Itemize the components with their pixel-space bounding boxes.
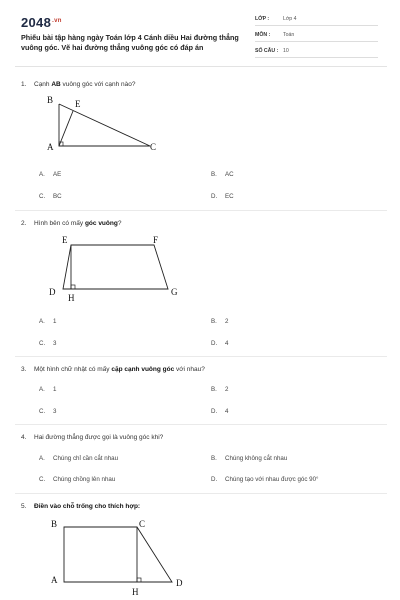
- label-D: D: [49, 287, 56, 297]
- q4-option-b[interactable]: B. Chúng không cắt nhau: [211, 455, 288, 462]
- label-A: A: [51, 575, 58, 585]
- q4-option-a[interactable]: A. Chúng chỉ cần cắt nhau: [39, 455, 119, 462]
- label-D: D: [176, 578, 183, 588]
- q3-option-a[interactable]: A. 1: [39, 386, 57, 393]
- q3-option-d[interactable]: D. 4: [211, 408, 229, 415]
- meta-key: SỐ CÂU :: [255, 48, 279, 54]
- question-text: Một hình chữ nhật có mấy cặp cạnh vuông góc với nhau?: [34, 366, 205, 373]
- q1-option-a[interactable]: A. AE: [39, 171, 62, 178]
- question-number: 3.: [21, 366, 27, 373]
- label-B: B: [47, 95, 54, 105]
- label-H: H: [132, 587, 139, 597]
- q3-option-c[interactable]: C. 3: [39, 408, 57, 415]
- meta-key: LỚP :: [255, 16, 270, 22]
- q4-option-c[interactable]: C. Chúng chồng lên nhau: [39, 476, 116, 483]
- logo-suffix: .vn: [52, 17, 62, 24]
- question-text: Hai đường thẳng được gọi là vuông góc khi?: [34, 434, 164, 441]
- question-text: Cạnh AB vuông góc với cạnh nào?: [34, 81, 136, 88]
- meta-value: 10: [283, 48, 289, 54]
- q1-option-c[interactable]: C. BC: [39, 193, 62, 200]
- q3-option-b[interactable]: B. 2: [211, 386, 229, 393]
- question-text: Hình bên có mấy góc vuông?: [34, 220, 122, 227]
- label-A: A: [47, 142, 54, 152]
- q1-option-d[interactable]: D. EC: [211, 193, 234, 200]
- label-F: F: [153, 235, 159, 245]
- q1-option-b[interactable]: B. AC: [211, 171, 234, 178]
- label-E: E: [75, 99, 81, 109]
- label-B: B: [51, 519, 58, 529]
- question-number: 2.: [21, 220, 27, 227]
- label-C: C: [150, 142, 157, 152]
- q2-option-a[interactable]: A. 1: [39, 318, 57, 325]
- q2-option-d[interactable]: D. 4: [211, 340, 229, 347]
- q2-option-b[interactable]: B. 2: [211, 318, 229, 325]
- q2-option-c[interactable]: C. 3: [39, 340, 57, 347]
- label-E: E: [62, 235, 68, 245]
- question-text: Điền vào chỗ trống cho thích hợp:: [34, 503, 141, 510]
- q4-option-d[interactable]: D. Chúng tạo với nhau được góc 90°: [211, 476, 319, 483]
- question-number: 1.: [21, 81, 27, 88]
- question-number: 4.: [21, 434, 27, 441]
- question-number: 5.: [21, 503, 27, 510]
- label-G: G: [171, 287, 178, 297]
- logo-text: 2048: [21, 15, 52, 30]
- meta-key: MÔN :: [255, 32, 271, 38]
- label-H: H: [68, 293, 75, 303]
- meta-value: Toán: [283, 32, 295, 38]
- document-title: Phiếu bài tập hàng ngày Toán lớp 4 Cánh diều Hai đường thẳng vuông góc. Vẽ hai đường thẳng vuông góc có đáp án: [21, 33, 239, 52]
- label-C: C: [139, 519, 146, 529]
- meta-value: Lớp 4: [283, 16, 297, 22]
